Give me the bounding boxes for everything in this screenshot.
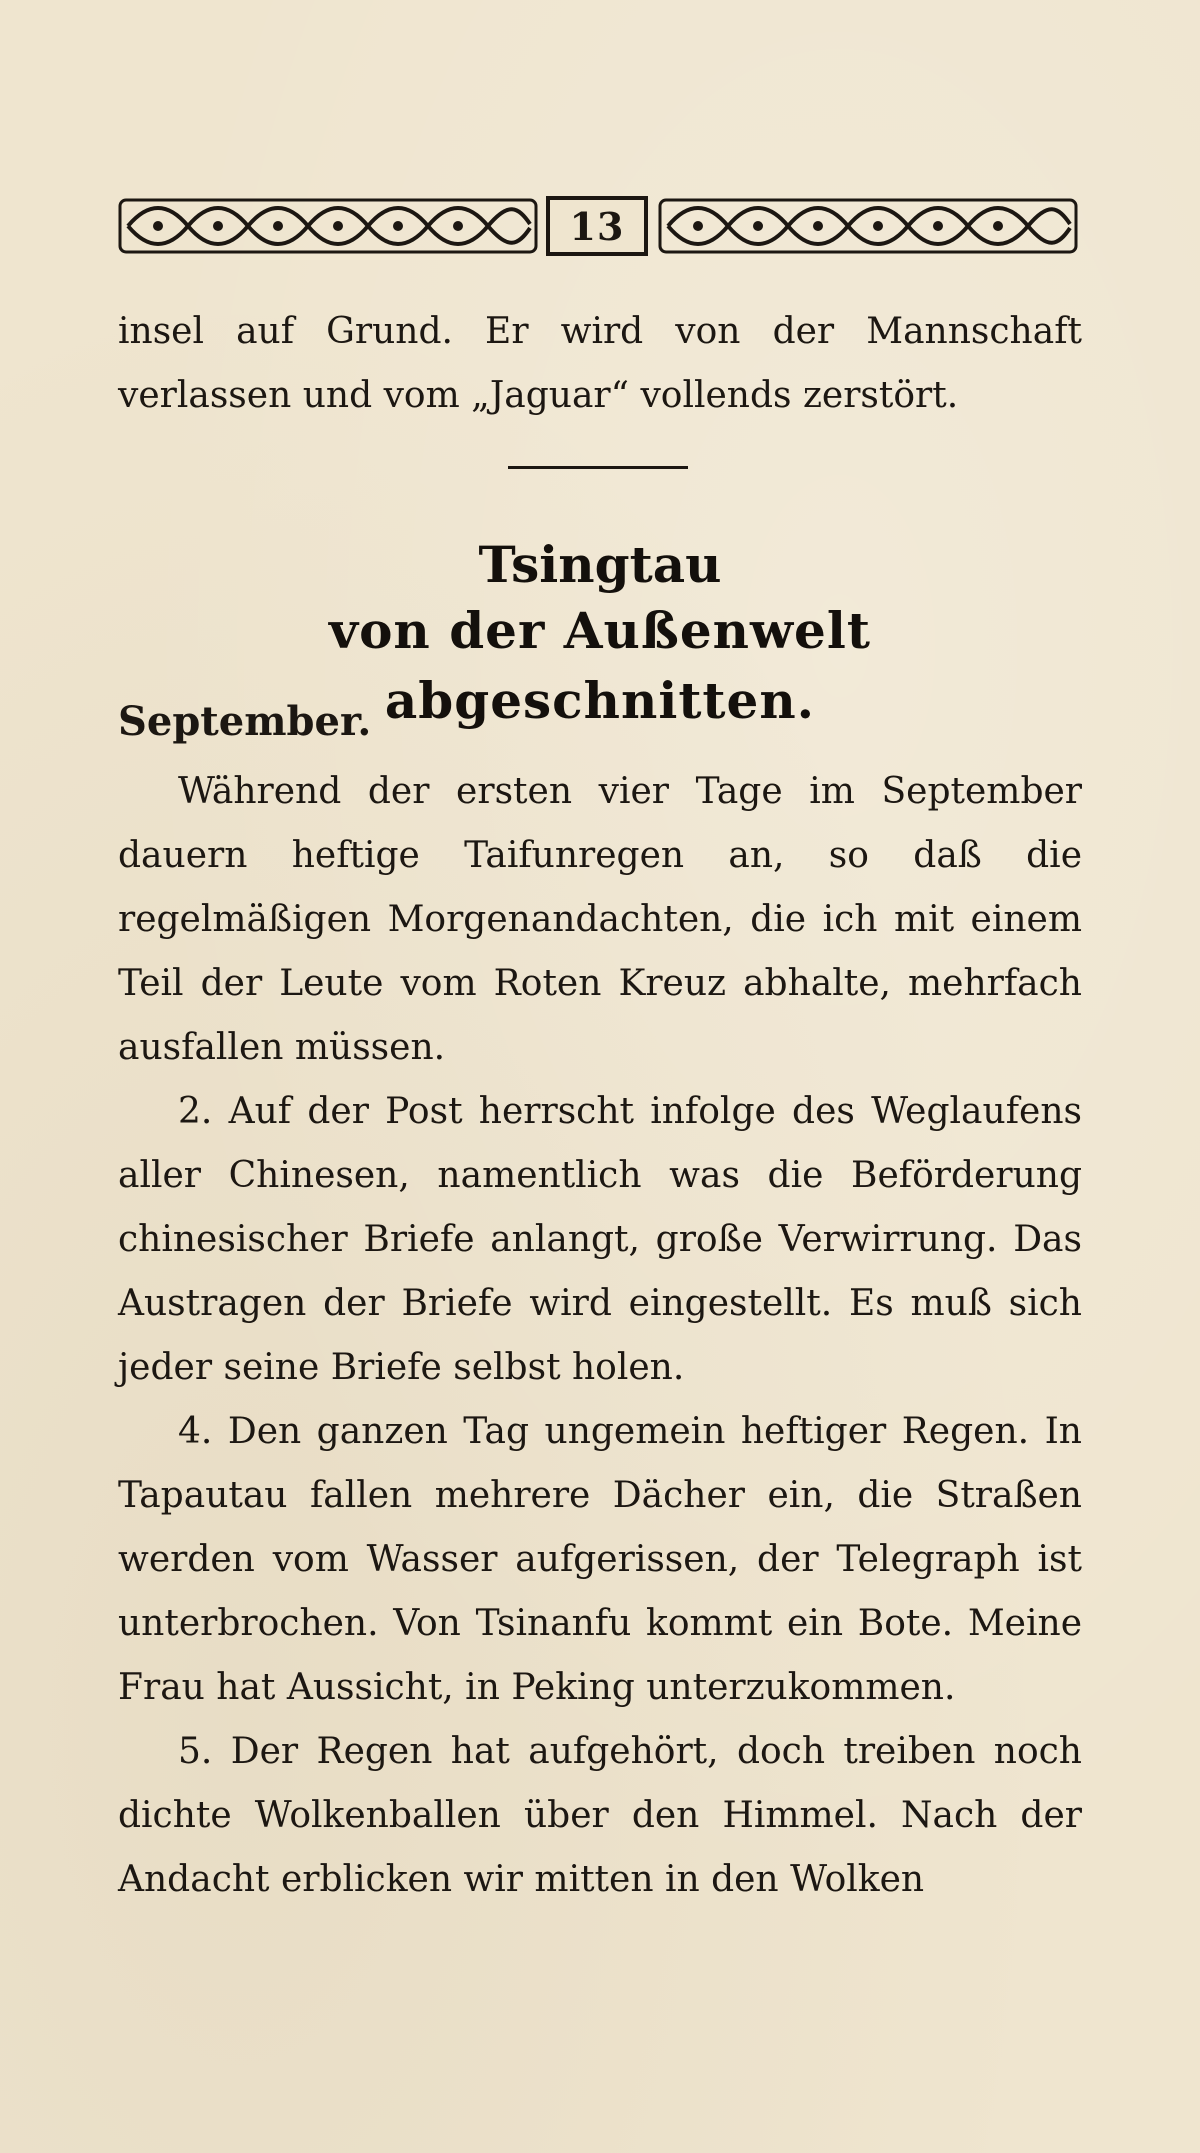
section-title: Tsingtau xyxy=(478,535,722,594)
entry-paragraph: 5. Der Regen hat aufgehört, doch treiben noch dichte Wolkenballen über den Himmel. Nach der Andacht erblicken wir mitten in den Wolken xyxy=(118,1731,1082,1900)
page-header-ornament xyxy=(118,196,1078,260)
diary-entries xyxy=(118,760,1082,1912)
continuation-paragraph xyxy=(118,300,1082,428)
section-subtitle: von der Außenwelt abgeschnitten. xyxy=(329,601,871,730)
month-heading: September. xyxy=(118,698,372,745)
entry-paragraph: 2. Auf der Post herrscht infolge des Weglaufens aller Chinesen, namentlich was die Beförderung chinesischer Briefe anlangt, große Verwirrung. Das Austragen der Briefe wird eingestellt. Es muß sich jeder seine Briefe selbst holen. xyxy=(118,1091,1082,1388)
entry-paragraph: Während der ersten vier Tage im September dauern heftige Taifunregen an, so daß die regelmäßigen Morgenandachten, die ich mit einem Teil der Leute vom Roten Kreuz abhalte, mehrfach ausfallen müssen. xyxy=(118,771,1082,1068)
entry-paragraph: 4. Den ganzen Tag ungemein heftiger Regen. In Tapautau fallen mehrere Dächer ein, die Straßen werden vom Wasser aufgerissen, der Telegraph ist unterbrochen. Von Tsinanfu kommt ein Bote. Meine Frau hat Aussicht, in Peking unterzukommen. xyxy=(118,1411,1082,1708)
section-divider xyxy=(508,466,688,469)
paragraph-text: insel auf Grund. Er wird von der Mannschaft verlassen und vom „Jaguar“ vollends zerstört. xyxy=(118,311,1082,416)
page-number: 13 xyxy=(546,196,648,256)
